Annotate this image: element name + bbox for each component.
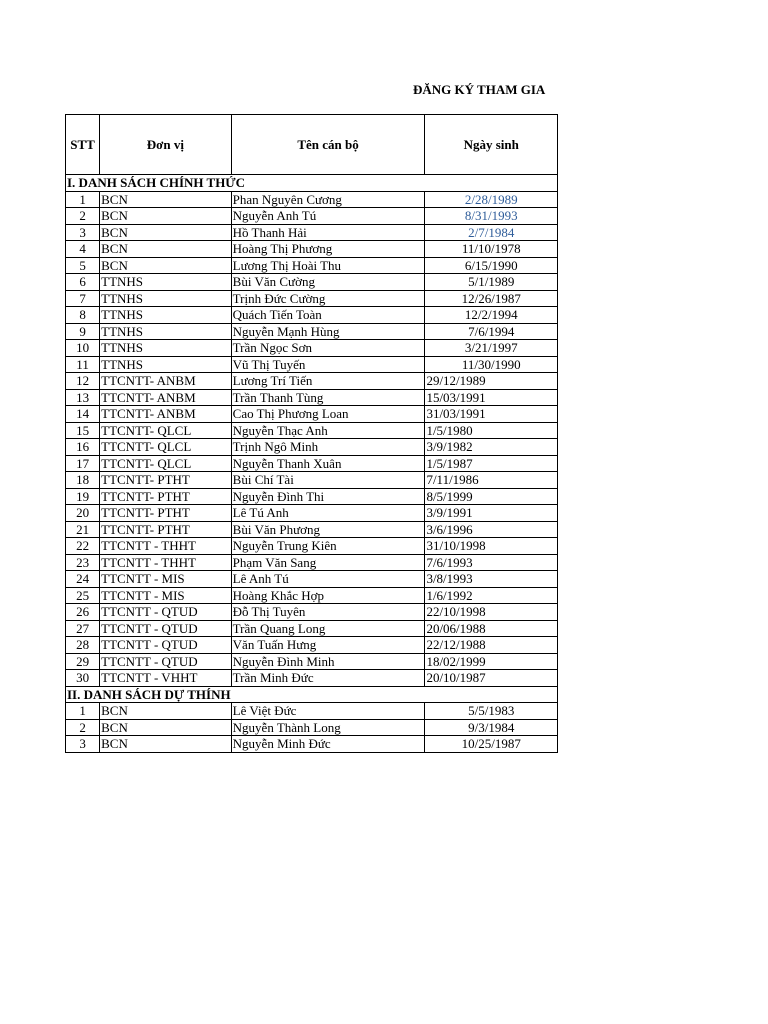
cell-unit: BCN — [100, 191, 232, 208]
cell-unit: TTNHS — [100, 307, 232, 324]
cell-dob: 22/10/1998 — [425, 604, 558, 621]
cell-dob: 7/6/1993 — [425, 554, 558, 571]
table-row — [66, 620, 558, 637]
cell-name: Lê Việt Đức — [231, 703, 425, 720]
cell-dob: 3/8/1993 — [425, 571, 558, 588]
cell-dob: 3/9/1991 — [425, 505, 558, 522]
cell-stt: 8 — [66, 307, 100, 324]
cell-name: Bùi Văn Cường — [231, 274, 425, 291]
cell-name: Nguyễn Minh Đức — [231, 736, 425, 753]
cell-dob: 3/21/1997 — [425, 340, 558, 357]
cell-stt: 1 — [66, 703, 100, 720]
cell-stt: 26 — [66, 604, 100, 621]
cell-stt: 5 — [66, 257, 100, 274]
cell-dob: 1/5/1987 — [425, 455, 558, 472]
cell-stt: 13 — [66, 389, 100, 406]
cell-stt: 24 — [66, 571, 100, 588]
table-row — [66, 191, 558, 208]
cell-name: Đỗ Thị Tuyên — [231, 604, 425, 621]
cell-dob: 5/1/1989 — [425, 274, 558, 291]
cell-unit: TTNHS — [100, 356, 232, 373]
cell-unit: TTCNTT- ANBM — [100, 389, 232, 406]
cell-stt: 14 — [66, 406, 100, 423]
cell-dob: 6/15/1990 — [425, 257, 558, 274]
table-row — [66, 719, 558, 736]
cell-name: Phạm Văn Sang — [231, 554, 425, 571]
cell-name: Vũ Thị Tuyến — [231, 356, 425, 373]
cell-stt: 19 — [66, 488, 100, 505]
cell-dob: 8/5/1999 — [425, 488, 558, 505]
cell-dob: 3/6/1996 — [425, 521, 558, 538]
cell-dob: 31/10/1998 — [425, 538, 558, 555]
cell-stt: 1 — [66, 191, 100, 208]
cell-unit: TTCNTT - THHT — [100, 538, 232, 555]
table-row — [66, 587, 558, 604]
table-row — [66, 637, 558, 654]
cell-unit: TTCNTT - MIS — [100, 587, 232, 604]
cell-dob: 11/30/1990 — [425, 356, 558, 373]
cell-stt: 3 — [66, 224, 100, 241]
cell-unit: BCN — [100, 241, 232, 258]
table-row — [66, 274, 558, 291]
cell-dob: 29/12/1989 — [425, 373, 558, 390]
cell-unit: TTCNTT - VHHT — [100, 670, 232, 687]
cell-unit: TTNHS — [100, 340, 232, 357]
table-row — [66, 356, 558, 373]
table-row — [66, 241, 558, 258]
cell-stt: 20 — [66, 505, 100, 522]
cell-dob: 1/5/1980 — [425, 422, 558, 439]
cell-stt: 17 — [66, 455, 100, 472]
cell-unit: TTCNTT- ANBM — [100, 406, 232, 423]
header-dob: Ngày sinh — [425, 115, 558, 175]
table-row — [66, 554, 558, 571]
cell-name: Nguyễn Thạc Anh — [231, 422, 425, 439]
table-row — [66, 538, 558, 555]
cell-stt: 28 — [66, 637, 100, 654]
cell-unit: TTCNTT- QLCL — [100, 422, 232, 439]
cell-stt: 7 — [66, 290, 100, 307]
cell-unit: TTNHS — [100, 323, 232, 340]
cell-name: Trịnh Đức Cường — [231, 290, 425, 307]
table-row — [66, 389, 558, 406]
cell-dob: 8/31/1993 — [425, 208, 558, 225]
cell-dob: 2/28/1989 — [425, 191, 558, 208]
cell-dob: 31/03/1991 — [425, 406, 558, 423]
cell-stt: 12 — [66, 373, 100, 390]
cell-name: Trần Minh Đức — [231, 670, 425, 687]
cell-name: Bùi Văn Phương — [231, 521, 425, 538]
cell-stt: 29 — [66, 653, 100, 670]
cell-stt: 15 — [66, 422, 100, 439]
cell-name: Hồ Thanh Hải — [231, 224, 425, 241]
cell-name: Cao Thị Phương Loan — [231, 406, 425, 423]
section-heading-row — [66, 175, 558, 192]
table-row — [66, 455, 558, 472]
cell-unit: BCN — [100, 736, 232, 753]
cell-unit: BCN — [100, 257, 232, 274]
cell-dob: 2/7/1984 — [425, 224, 558, 241]
cell-stt: 6 — [66, 274, 100, 291]
cell-stt: 21 — [66, 521, 100, 538]
cell-unit: TTCNTT- PTHT — [100, 488, 232, 505]
cell-name: Lương Trí Tiến — [231, 373, 425, 390]
cell-dob: 12/26/1987 — [425, 290, 558, 307]
cell-dob: 5/5/1983 — [425, 703, 558, 720]
cell-unit: TTCNTT- PTHT — [100, 521, 232, 538]
cell-unit: TTNHS — [100, 290, 232, 307]
cell-dob: 1/6/1992 — [425, 587, 558, 604]
cell-stt: 9 — [66, 323, 100, 340]
cell-name: Hoàng Khắc Hợp — [231, 587, 425, 604]
table-row — [66, 290, 558, 307]
cell-name: Nguyễn Trung Kiên — [231, 538, 425, 555]
cell-unit: TTCNTT - QTUD — [100, 620, 232, 637]
cell-name: Nguyễn Thanh Xuân — [231, 455, 425, 472]
cell-unit: BCN — [100, 703, 232, 720]
cell-stt: 2 — [66, 719, 100, 736]
cell-unit: TTCNTT - THHT — [100, 554, 232, 571]
table-row — [66, 571, 558, 588]
cell-name: Lê Tú Anh — [231, 505, 425, 522]
table-row — [66, 422, 558, 439]
cell-unit: TTCNTT - MIS — [100, 571, 232, 588]
cell-name: Nguyễn Anh Tú — [231, 208, 425, 225]
table-row — [66, 406, 558, 423]
cell-dob: 15/03/1991 — [425, 389, 558, 406]
table-row — [66, 224, 558, 241]
section-heading-row — [66, 686, 558, 703]
table-row — [66, 307, 558, 324]
cell-name: Trần Ngọc Sơn — [231, 340, 425, 357]
cell-stt: 16 — [66, 439, 100, 456]
cell-name: Lê Anh Tú — [231, 571, 425, 588]
table-row — [66, 439, 558, 456]
table-row — [66, 340, 558, 357]
cell-name: Nguyễn Mạnh Hùng — [231, 323, 425, 340]
table-row — [66, 604, 558, 621]
cell-dob: 3/9/1982 — [425, 439, 558, 456]
cell-stt: 3 — [66, 736, 100, 753]
table-row — [66, 373, 558, 390]
cell-name: Bùi Chí Tài — [231, 472, 425, 489]
cell-stt: 23 — [66, 554, 100, 571]
cell-dob: 7/6/1994 — [425, 323, 558, 340]
cell-name: Trần Quang Long — [231, 620, 425, 637]
cell-dob: 9/3/1984 — [425, 719, 558, 736]
cell-unit: TTCNTT - QTUD — [100, 604, 232, 621]
cell-stt: 2 — [66, 208, 100, 225]
cell-unit: TTNHS — [100, 274, 232, 291]
header-stt: STT — [66, 115, 100, 175]
document-title: ĐĂNG KÝ THAM GIA — [413, 82, 546, 97]
cell-unit: TTCNTT- QLCL — [100, 455, 232, 472]
cell-name: Nguyễn Đình Minh — [231, 653, 425, 670]
cell-name: Nguyễn Thành Long — [231, 719, 425, 736]
table-row — [66, 257, 558, 274]
cell-dob: 18/02/1999 — [425, 653, 558, 670]
cell-unit: TTCNTT - QTUD — [100, 637, 232, 654]
cell-dob: 20/06/1988 — [425, 620, 558, 637]
cell-name: Nguyễn Đình Thi — [231, 488, 425, 505]
cell-name: Hoàng Thị Phương — [231, 241, 425, 258]
table-row — [66, 736, 558, 753]
cell-dob: 10/25/1987 — [425, 736, 558, 753]
cell-stt: 11 — [66, 356, 100, 373]
table-row — [66, 323, 558, 340]
cell-dob: 20/10/1987 — [425, 670, 558, 687]
cell-dob: 12/2/1994 — [425, 307, 558, 324]
cell-unit: TTCNTT - QTUD — [100, 653, 232, 670]
table-row — [66, 488, 558, 505]
section-heading: II. DANH SÁCH DỰ THÍNH — [66, 686, 558, 703]
cell-name: Quách Tiến Toàn — [231, 307, 425, 324]
registration-table — [65, 114, 558, 753]
cell-stt: 4 — [66, 241, 100, 258]
cell-unit: BCN — [100, 224, 232, 241]
cell-unit: TTCNTT- PTHT — [100, 472, 232, 489]
cell-unit: TTCNTT- QLCL — [100, 439, 232, 456]
table-row — [66, 208, 558, 225]
header-row — [66, 115, 558, 175]
cell-stt: 18 — [66, 472, 100, 489]
table-row — [66, 670, 558, 687]
cell-dob: 22/12/1988 — [425, 637, 558, 654]
header-name: Tên cán bộ — [231, 115, 425, 175]
cell-unit: BCN — [100, 208, 232, 225]
table-row — [66, 521, 558, 538]
table-body — [66, 175, 558, 753]
header-unit: Đơn vị — [100, 115, 232, 175]
cell-unit: TTCNTT- ANBM — [100, 373, 232, 390]
table-row — [66, 472, 558, 489]
cell-name: Phan Nguyên Cương — [231, 191, 425, 208]
cell-name: Lương Thị Hoài Thu — [231, 257, 425, 274]
cell-dob: 7/11/1986 — [425, 472, 558, 489]
cell-stt: 30 — [66, 670, 100, 687]
table-row — [66, 505, 558, 522]
cell-name: Trịnh Ngô Minh — [231, 439, 425, 456]
cell-stt: 22 — [66, 538, 100, 555]
cell-unit: BCN — [100, 719, 232, 736]
cell-dob: 11/10/1978 — [425, 241, 558, 258]
cell-stt: 10 — [66, 340, 100, 357]
cell-stt: 25 — [66, 587, 100, 604]
cell-name: Trần Thanh Tùng — [231, 389, 425, 406]
cell-unit: TTCNTT- PTHT — [100, 505, 232, 522]
table-row — [66, 703, 558, 720]
cell-stt: 27 — [66, 620, 100, 637]
cell-name: Văn Tuấn Hưng — [231, 637, 425, 654]
section-heading: I. DANH SÁCH CHÍNH THỨC — [66, 175, 558, 192]
table-row — [66, 653, 558, 670]
